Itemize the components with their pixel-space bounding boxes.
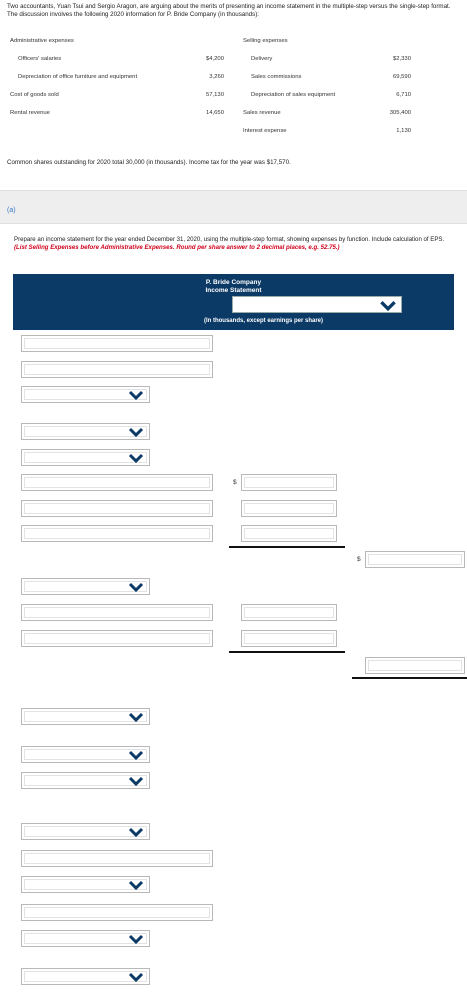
line-item-select[interactable] (21, 386, 150, 403)
chevron-down-icon (128, 776, 144, 786)
line-label-input[interactable] (21, 361, 213, 378)
sales-commissions-value: 69,590 (392, 74, 411, 80)
company-name: P. Bride Company (205, 279, 262, 286)
sales-depreciation-label: Depreciation of sales equipment (251, 92, 336, 98)
chevron-down-icon (128, 712, 144, 722)
line-item-select[interactable] (21, 578, 150, 595)
amount-input[interactable] (241, 630, 337, 647)
amount-input[interactable] (241, 474, 337, 491)
chevron-down-icon (128, 453, 144, 463)
line-label-input[interactable] (21, 500, 213, 517)
instructions-note: (List Selling Expenses before Administrative Expenses. Round per share answer to 2 decimal places, e.g. 52.75.) (14, 244, 340, 252)
chevron-down-icon (128, 750, 144, 760)
subtotal-rule (229, 651, 345, 653)
part-a-label: (a) (7, 207, 16, 214)
chevron-down-icon (128, 972, 144, 982)
shares-note: Common shares outstanding for 2020 total 30,000 (in thousands). Income tax for the year was $17,570. (7, 159, 291, 166)
chevron-down-icon (128, 880, 144, 890)
instructions (14, 236, 454, 253)
line-item-select[interactable] (21, 876, 150, 893)
amount-input[interactable] (241, 525, 337, 542)
part-a-bar (0, 190, 467, 224)
line-item-select[interactable] (21, 823, 150, 840)
officers-salaries-value: $4,200 (205, 56, 224, 62)
selling-expenses-label: Selling expenses (243, 38, 288, 44)
period-select[interactable] (232, 296, 402, 313)
statement-units: (In thousands, except earnings per share) (203, 318, 324, 324)
line-label-input[interactable] (21, 474, 213, 491)
line-item-select[interactable] (21, 423, 150, 440)
chevron-down-icon (128, 934, 144, 944)
line-label-input[interactable] (21, 335, 213, 352)
line-label-input[interactable] (21, 850, 213, 867)
sales-revenue-value: 305,400 (389, 110, 411, 116)
interest-expense-label: Interest expense (243, 128, 287, 134)
sales-revenue-label: Sales revenue (243, 110, 281, 116)
currency-symbol: $ (233, 479, 237, 486)
problem-intro: Two accountants, Yuan Tsui and Sergio Aragon, are arguing about the merits of presenting an income statement in the multiple-step versus the single-step format. The discussion involves the following 2020 information for P. Bride Company (in thousands): (7, 3, 451, 19)
total-rule (352, 677, 467, 679)
line-label-input[interactable] (21, 630, 213, 647)
line-item-select[interactable] (21, 772, 150, 789)
rental-revenue-label: Rental revenue (10, 110, 50, 116)
instructions-text: Prepare an income statement for the year ended December 31, 2020, using the multiple-step format, showing expenses by function. Include calculation of EPS. (14, 236, 445, 243)
chevron-down-icon (128, 427, 144, 437)
cogs-value: 57,130 (205, 92, 224, 98)
line-item-select[interactable] (21, 968, 150, 985)
currency-symbol: $ (357, 556, 361, 563)
line-label-input[interactable] (21, 525, 213, 542)
sales-commissions-label: Sales commissions (251, 74, 302, 80)
statement-header (13, 274, 454, 330)
line-label-input[interactable] (21, 604, 213, 621)
office-depreciation-value: 3,260 (209, 74, 224, 80)
line-item-select[interactable] (21, 746, 150, 763)
line-item-select[interactable] (21, 930, 150, 947)
delivery-label: Delivery (251, 56, 273, 62)
amount-input[interactable] (241, 604, 337, 621)
amount-input[interactable] (241, 500, 337, 517)
interest-expense-value: 1,130 (396, 128, 411, 134)
statement-title: Income Statement (205, 287, 262, 294)
admin-expenses-label: Administrative expenses (10, 38, 74, 44)
office-depreciation-label: Depreciation of office furniture and equipment (18, 74, 138, 80)
line-label-input[interactable] (21, 904, 213, 921)
chevron-down-icon (128, 390, 144, 400)
chevron-down-icon (128, 827, 144, 837)
line-item-select[interactable] (21, 708, 150, 725)
rental-revenue-value: 14,650 (205, 110, 224, 116)
subtotal-rule (229, 546, 345, 548)
officers-salaries-label: Officers' salaries (18, 56, 62, 62)
total-amount-input[interactable] (365, 551, 465, 568)
delivery-value: $2,330 (392, 56, 411, 62)
sales-depreciation-value: 6,710 (396, 92, 411, 98)
line-item-select[interactable] (21, 449, 150, 466)
total-amount-input[interactable] (365, 657, 465, 674)
cogs-label: Cost of goods sold (10, 92, 59, 98)
chevron-down-icon (128, 582, 144, 592)
chevron-down-icon (379, 300, 397, 311)
